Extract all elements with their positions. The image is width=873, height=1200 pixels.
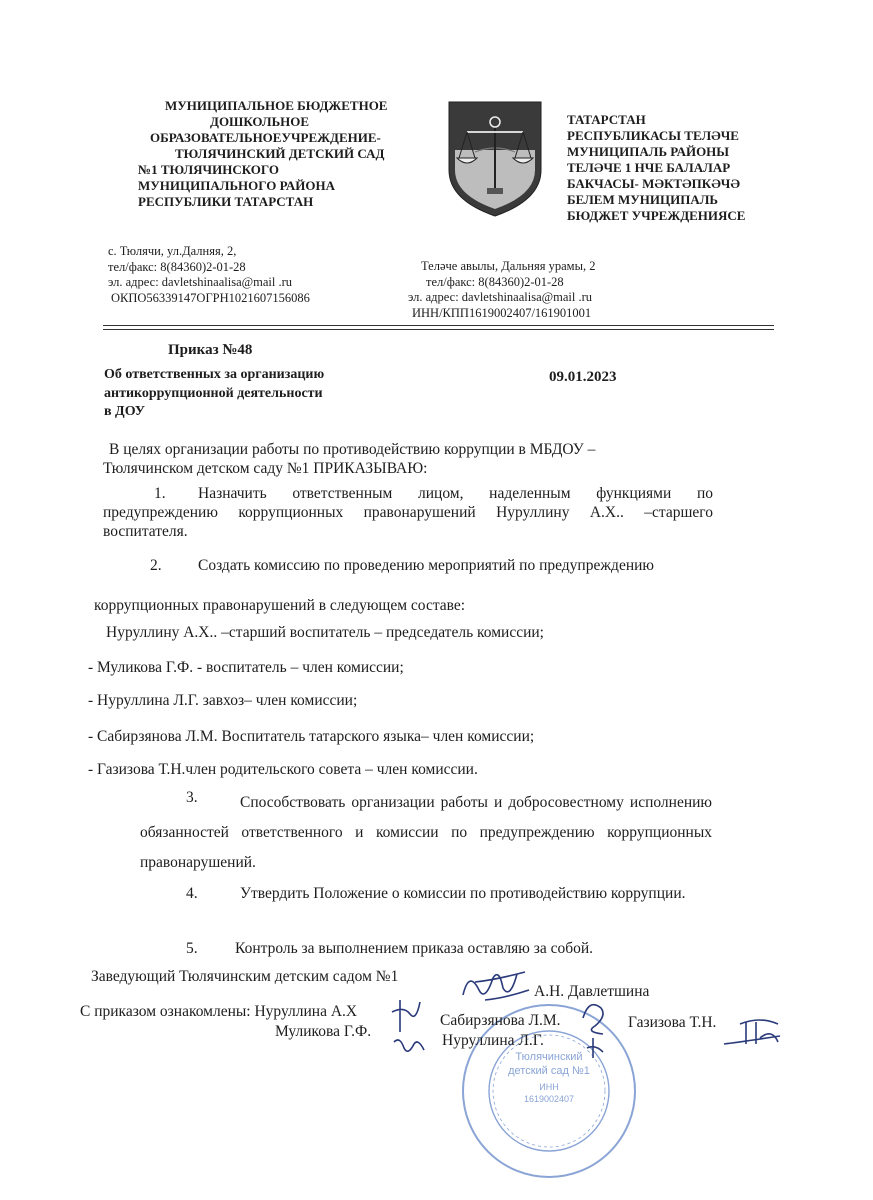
org-name-line: МУНИЦИПАЛЬ РАЙОНЫ: [567, 144, 730, 159]
address-line: с. Тюлячи, ул.Далняя, 2,: [108, 244, 237, 258]
address-line: ИНН/КПП1619002407/161901001: [412, 305, 592, 320]
org-name-line: ТЕЛӘЧЕ 1 НЧЕ БАЛАЛАР: [567, 160, 731, 175]
order-date: 09.01.2023: [549, 369, 617, 385]
org-name-line: ТАТАРСТАН: [567, 112, 646, 127]
header-divider: [103, 329, 774, 330]
subject-line: антикоррупционной деятельности: [104, 385, 323, 401]
address-line: тел/факс: 8(84360)2-01-28: [108, 259, 246, 274]
commission-member: - Муликова Г.Ф. - воспитатель – член комиссии;: [88, 659, 404, 676]
address-line: ОКПО56339147ОГРН1021607156086: [111, 290, 310, 305]
org-name-russian: [138, 98, 425, 210]
stamp-text: ИНН: [539, 1082, 559, 1092]
intro-line: Тюлячинском детском саду №1 ПРИКАЗЫВАЮ:: [103, 460, 428, 477]
address-line: эл. адрес: davletshinaalisa@mail .ru: [108, 275, 293, 289]
acquainted-name: Газизова Т.Н.: [628, 1014, 717, 1031]
acquainted-name: Муликова Г.Ф.: [275, 1023, 372, 1040]
org-name-line: РЕСПУБЛИКАСЫ ТЕЛӘЧЕ: [567, 128, 739, 143]
address-russian: [108, 244, 310, 306]
item-5-text: Контроль за выполнением приказа оставляю за собой.: [235, 940, 594, 957]
org-name-line: БАКЧАСЫ- МӘКТӘПКӘЧӘ: [567, 176, 740, 191]
head-signature-icon: [455, 960, 535, 1010]
item-number: 4.: [186, 885, 198, 902]
acquainted-name: Нуруллина Л.Г.: [442, 1032, 544, 1049]
subject-line: в ДОУ: [104, 404, 146, 419]
order-title: Приказ №48: [168, 342, 253, 358]
org-name-line: ОБРАЗОВАТЕЛЬНОЕУЧРЕЖДЕНИЕ-: [150, 130, 381, 145]
address-line: эл. адрес: davletshinaalisa@mail .ru: [408, 290, 593, 304]
item-2-text-cont: коррупционных правонарушений в следующем составе:: [94, 597, 466, 614]
item-number: 2.: [150, 557, 162, 574]
org-name-line: БЕЛЕМ МУНИЦИПАЛЬ: [567, 192, 719, 207]
address-line: тел/факс: 8(84360)2-01-28: [426, 274, 564, 289]
stamp-text: 1619002407: [523, 1094, 575, 1104]
item-number: 3.: [186, 789, 198, 806]
org-name-line: ДОШКОЛЬНОЕ: [210, 114, 310, 129]
coat-of-arms-emblem: [445, 100, 545, 218]
item-number: 1.: [154, 485, 166, 502]
signature-sabirzyanova-icon: [573, 994, 613, 1062]
item-2-text: Создать комиссию по проведению мероприятий по предупреждению: [198, 557, 654, 574]
org-name-tatar: [567, 112, 777, 224]
order-subject: [104, 366, 364, 422]
commission-member: - Нуруллина Л.Г. завхоз– член комиссии;: [88, 692, 358, 709]
head-position: Заведующий Тюлячинским детским садом №1: [91, 968, 399, 985]
acquainted-label: С приказом ознакомлены: Нуруллина А.Х: [80, 1003, 358, 1020]
head-name: А.Н. Давлетшина: [534, 983, 650, 1000]
stamp-text: Тюлячинский: [515, 1051, 583, 1063]
item-1-text: Назначить ответственным лицом, наделенным функциями по предупреждению коррупционных правонарушений Нуруллину А.Х.. –старшего воспитателя.: [103, 485, 713, 540]
commission-member: - Газизова Т.Н.член родительского совета – член комиссии.: [88, 761, 478, 778]
header-divider: [103, 325, 774, 326]
commission-member: - Сабирзянова Л.М. Воспитатель татарского языка– член комиссии;: [88, 728, 535, 745]
commission-member: Нуруллину А.Х.. –старший воспитатель – председатель комиссии;: [106, 624, 544, 641]
intro-line: В целях организации работы по противодействию коррупции в МБДОУ –: [109, 441, 596, 458]
item-4-text: Утвердить Положение о комиссии по противодействию коррупции.: [240, 885, 686, 902]
address-line: Теләче авылы, Дальняя урамы, 2: [421, 259, 596, 273]
org-name-line: ТЮЛЯЧИНСКИЙ ДЕТСКИЙ САД: [175, 146, 385, 161]
intro-paragraph: [103, 440, 703, 478]
org-name-line: РЕСПУБЛИКИ ТАТАРСТАН: [138, 194, 314, 209]
subject-line: Об ответственных за организацию: [104, 367, 325, 382]
signature-gazizova-icon: [720, 1014, 786, 1054]
item-3-text: Способствовать организации работы и добросовестному исполнению обязанностей ответственного и комиссии по предупреждению коррупционных правонарушений.: [140, 794, 712, 871]
org-name-line: МУНИЦИПАЛЬНОЕ БЮДЖЕТНОЕ: [165, 98, 388, 113]
acquainted-name: Сабирзянова Л.М.: [440, 1012, 561, 1029]
org-name-line: БЮДЖЕТ УЧРЕЖДЕНИЯСЕ: [567, 208, 746, 223]
org-name-line: №1 ТЮЛЯЧИНСКОГО: [138, 162, 279, 177]
address-tatar: [408, 259, 595, 321]
org-name-line: МУНИЦИПАЛЬНОГО РАЙОНА: [138, 178, 335, 193]
item-number: 5.: [186, 940, 198, 957]
signature-nurullina-icon: [386, 992, 436, 1064]
stamp-text: детский сад №1: [508, 1065, 590, 1077]
